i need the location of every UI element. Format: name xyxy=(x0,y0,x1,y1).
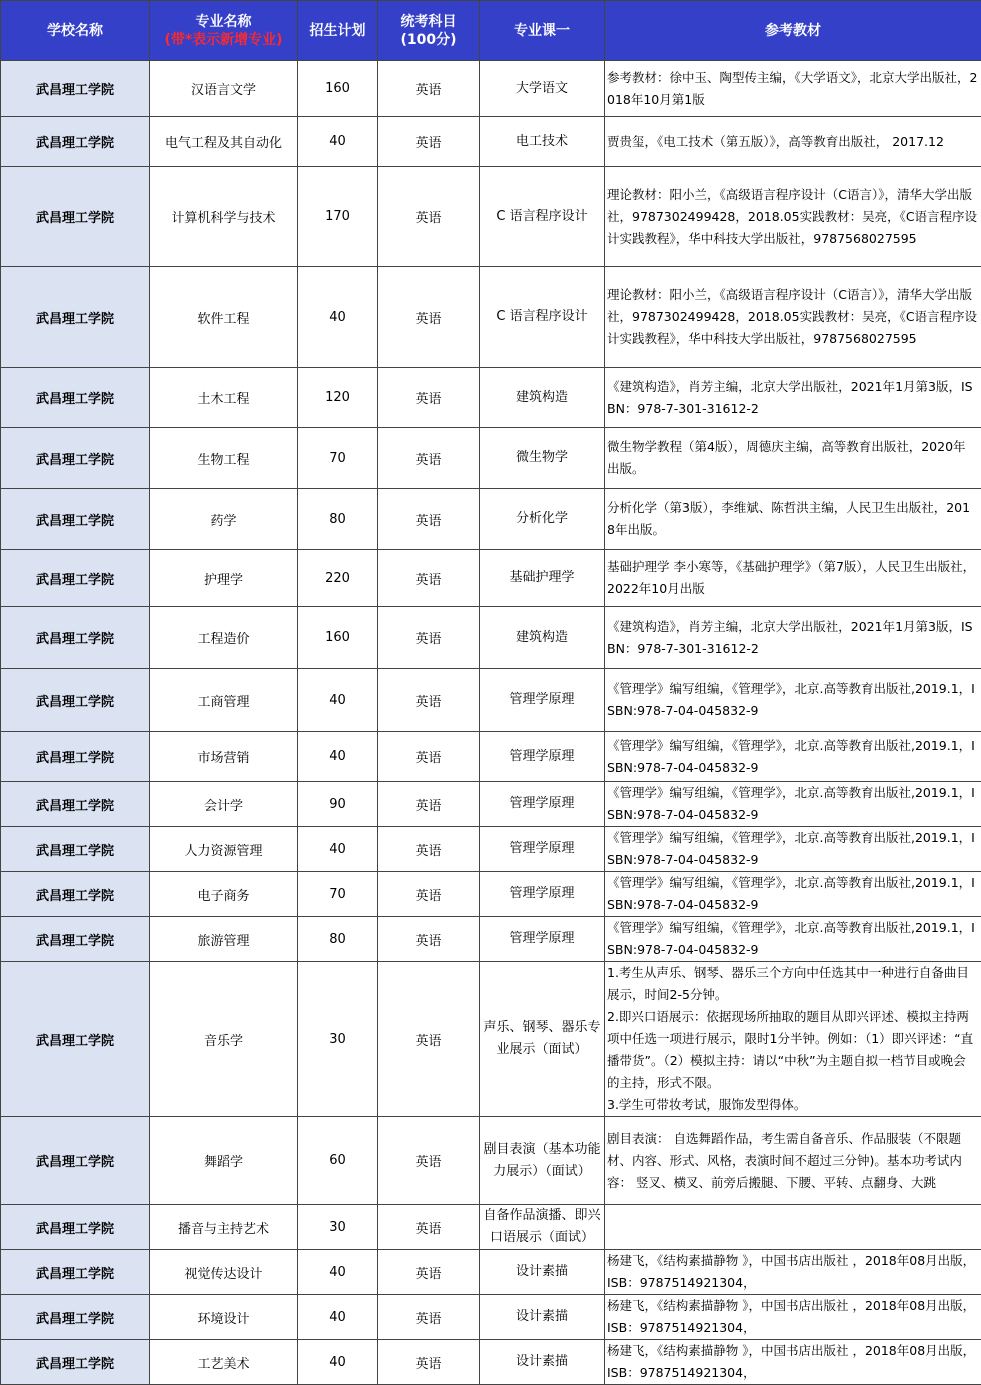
header-book: 参考教材 xyxy=(605,1,981,61)
school-cell: 武昌理工学院 xyxy=(1,1295,150,1340)
plan-cell: 30 xyxy=(298,1205,378,1250)
major-cell: 生物工程 xyxy=(150,428,298,489)
course-cell: 建筑构造 xyxy=(480,368,605,428)
textbook-cell: 杨建飞，《结构素描静物 》，中国书店出版社 ，2018年08月出版，ISB：9787514921304， xyxy=(605,1295,981,1340)
plan-cell: 80 xyxy=(298,489,378,550)
major-cell: 护理学 xyxy=(150,550,298,607)
textbook-cell: 微生物学教程（第4版），周德庆主编，高等教育出版社，2020年出版。 xyxy=(605,428,981,489)
subject-cell: 英语 xyxy=(378,489,480,550)
subject-cell: 英语 xyxy=(378,827,480,872)
subject-cell: 英语 xyxy=(378,428,480,489)
course-cell: 大学语文 xyxy=(480,61,605,117)
plan-cell: 220 xyxy=(298,550,378,607)
textbook-cell: 1.考生从声乐、钢琴、器乐三个方向中任选其中一种进行自备曲目展示，时间2-5分钟。 2.即兴口语展示：依据现场所抽取的题目从即兴评述、模拟主持两项中任选一项进行展示，限时1分半钟。例如：（1）即兴评述：“直播带货”。（2）模拟主持：请以“中秋”为主题自拟一档节目或晚会的主持，形式不限。 3.学生可带妆考试，服饰发型得体。 xyxy=(605,962,981,1117)
subject-cell: 英语 xyxy=(378,267,480,368)
header-major xyxy=(150,1,298,61)
textbook-cell: 《管理学》编写组编，《管理学》，北京.高等教育出版社,2019.1，ISBN:978-7-04-045832-9 xyxy=(605,782,981,827)
school-cell: 武昌理工学院 xyxy=(1,1340,150,1385)
course-cell: 剧目表演（基本功能力展示）（面试） xyxy=(480,1117,605,1205)
major-cell: 播音与主持艺术 xyxy=(150,1205,298,1250)
plan-cell: 70 xyxy=(298,872,378,917)
plan-cell: 160 xyxy=(298,607,378,669)
subject-cell: 英语 xyxy=(378,872,480,917)
table-row xyxy=(1,428,981,489)
major-cell: 环境设计 xyxy=(150,1295,298,1340)
header-row xyxy=(1,1,981,61)
textbook-cell: 《建筑构造》，肖芳主编，北京大学出版社，2021年1月第3版，ISBN：978-7-301-31612-2 xyxy=(605,607,981,669)
major-cell: 电子商务 xyxy=(150,872,298,917)
textbook-cell: 《管理学》编写组编，《管理学》，北京.高等教育出版社,2019.1，ISBN:978-7-04-045832-9 xyxy=(605,917,981,962)
table-row xyxy=(1,368,981,428)
table-row xyxy=(1,962,981,1117)
plan-cell: 40 xyxy=(298,117,378,167)
table-row xyxy=(1,917,981,962)
subject-cell: 英语 xyxy=(378,607,480,669)
school-cell: 武昌理工学院 xyxy=(1,917,150,962)
subject-cell: 英语 xyxy=(378,1117,480,1205)
textbook-cell: 《建筑构造》，肖芳主编，北京大学出版社，2021年1月第3版，ISBN：978-7-301-31612-2 xyxy=(605,368,981,428)
textbook-cell: 剧目表演： 自选舞蹈作品，考生需自备音乐、作品服装（不限题材、内容、形式、风格，表演时间不超过三分钟)。基本功考试内容： 竖叉、横叉、前旁后搬腿、下腰、平转、点翻身、大跳 xyxy=(605,1117,981,1205)
plan-cell: 60 xyxy=(298,1117,378,1205)
plan-cell: 120 xyxy=(298,368,378,428)
course-cell: 管理学原理 xyxy=(480,732,605,782)
plan-cell: 90 xyxy=(298,782,378,827)
school-cell: 武昌理工学院 xyxy=(1,782,150,827)
plan-cell: 40 xyxy=(298,1295,378,1340)
plan-cell: 30 xyxy=(298,962,378,1117)
course-cell: C 语言程序设计 xyxy=(480,267,605,368)
table-row xyxy=(1,607,981,669)
table-row xyxy=(1,732,981,782)
course-cell: 管理学原理 xyxy=(480,827,605,872)
school-cell: 武昌理工学院 xyxy=(1,117,150,167)
major-cell: 工程造价 xyxy=(150,607,298,669)
major-cell: 人力资源管理 xyxy=(150,827,298,872)
table-row xyxy=(1,1205,981,1250)
school-cell: 武昌理工学院 xyxy=(1,368,150,428)
course-cell: 管理学原理 xyxy=(480,872,605,917)
school-cell: 武昌理工学院 xyxy=(1,1117,150,1205)
subject-cell: 英语 xyxy=(378,61,480,117)
plan-cell: 40 xyxy=(298,827,378,872)
subject-cell: 英语 xyxy=(378,1295,480,1340)
school-cell: 武昌理工学院 xyxy=(1,489,150,550)
major-cell: 工商管理 xyxy=(150,669,298,732)
course-cell: 管理学原理 xyxy=(480,917,605,962)
textbook-cell: 理论教材：阳小兰，《高级语言程序设计（C语言）》，清华大学出版社，9787302499428，2018.05实践教材：吴亮，《C语言程序设计实践教程》，华中科技大学出版社，9787568027595 xyxy=(605,167,981,267)
table-row xyxy=(1,489,981,550)
textbook-cell: 杨建飞，《结构素描静物 》，中国书店出版社 ，2018年08月出版，ISB：9787514921304， xyxy=(605,1250,981,1295)
plan-cell: 40 xyxy=(298,1340,378,1385)
table-row xyxy=(1,872,981,917)
subject-cell: 英语 xyxy=(378,669,480,732)
major-cell: 舞蹈学 xyxy=(150,1117,298,1205)
major-cell: 视觉传达设计 xyxy=(150,1250,298,1295)
subject-cell: 英语 xyxy=(378,550,480,607)
subject-cell: 英语 xyxy=(378,782,480,827)
course-cell: 设计素描 xyxy=(480,1295,605,1340)
header-school: 学校名称 xyxy=(1,1,150,61)
table-row xyxy=(1,1117,981,1205)
subject-cell: 英语 xyxy=(378,1205,480,1250)
course-cell: 管理学原理 xyxy=(480,669,605,732)
subject-cell: 英语 xyxy=(378,167,480,267)
major-cell: 汉语言文学 xyxy=(150,61,298,117)
plan-cell: 40 xyxy=(298,1250,378,1295)
major-cell: 电气工程及其自动化 xyxy=(150,117,298,167)
course-cell: 管理学原理 xyxy=(480,782,605,827)
course-cell: 声乐、钢琴、器乐专业展示（面试） xyxy=(480,962,605,1117)
school-cell: 武昌理工学院 xyxy=(1,962,150,1117)
course-cell: 设计素描 xyxy=(480,1340,605,1385)
course-cell: 自备作品演播、即兴口语展示（面试） xyxy=(480,1205,605,1250)
major-cell: 药学 xyxy=(150,489,298,550)
plan-cell: 70 xyxy=(298,428,378,489)
subject-cell: 英语 xyxy=(378,732,480,782)
course-cell: 设计素描 xyxy=(480,1250,605,1295)
table-row xyxy=(1,167,981,267)
textbook-cell xyxy=(605,1205,981,1250)
school-cell: 武昌理工学院 xyxy=(1,428,150,489)
subject-cell: 英语 xyxy=(378,117,480,167)
school-cell: 武昌理工学院 xyxy=(1,732,150,782)
table-row xyxy=(1,1340,981,1385)
school-cell: 武昌理工学院 xyxy=(1,669,150,732)
textbook-cell: 参考教材：徐中玉、陶型传主编，《大学语文》，北京大学出版社，2018年10月第1版 xyxy=(605,61,981,117)
school-cell: 武昌理工学院 xyxy=(1,61,150,117)
plan-cell: 40 xyxy=(298,267,378,368)
school-cell: 武昌理工学院 xyxy=(1,267,150,368)
plan-cell: 40 xyxy=(298,669,378,732)
textbook-cell: 杨建飞，《结构素描静物 》，中国书店出版社 ，2018年08月出版，ISB：9787514921304， xyxy=(605,1340,981,1385)
header-plan: 招生计划 xyxy=(298,1,378,61)
major-cell: 音乐学 xyxy=(150,962,298,1117)
school-cell: 武昌理工学院 xyxy=(1,550,150,607)
school-cell: 武昌理工学院 xyxy=(1,1205,150,1250)
table-row xyxy=(1,1295,981,1340)
textbook-cell: 《管理学》编写组编，《管理学》，北京.高等教育出版社,2019.1，ISBN:978-7-04-045832-9 xyxy=(605,732,981,782)
school-cell: 武昌理工学院 xyxy=(1,827,150,872)
major-cell: 软件工程 xyxy=(150,267,298,368)
school-cell: 武昌理工学院 xyxy=(1,167,150,267)
major-cell: 旅游管理 xyxy=(150,917,298,962)
subject-cell: 英语 xyxy=(378,368,480,428)
header-major-label: 专业名称 xyxy=(150,13,297,31)
course-cell: 分析化学 xyxy=(480,489,605,550)
plan-cell: 170 xyxy=(298,167,378,267)
header-subject-line1: 统考科目 xyxy=(378,13,479,31)
subject-cell: 英语 xyxy=(378,1340,480,1385)
school-cell: 武昌理工学院 xyxy=(1,607,150,669)
school-cell: 武昌理工学院 xyxy=(1,1250,150,1295)
textbook-cell: 《管理学》编写组编，《管理学》，北京.高等教育出版社,2019.1，ISBN:978-7-04-045832-9 xyxy=(605,669,981,732)
table-row xyxy=(1,669,981,732)
table-row xyxy=(1,1250,981,1295)
header-major-note: (带*表示新增专业) xyxy=(150,31,297,49)
course-cell: C 语言程序设计 xyxy=(480,167,605,267)
table-row xyxy=(1,267,981,368)
course-cell: 基础护理学 xyxy=(480,550,605,607)
header-subject xyxy=(378,1,480,61)
textbook-cell: 基础护理学 李小寒等，《基础护理学》（第7版），人民卫生出版社，2022年10月出版 xyxy=(605,550,981,607)
textbook-cell: 贾贵玺，《电工技术（第五版）》，高等教育出版社， 2017.12 xyxy=(605,117,981,167)
header-subject-line2: (100分) xyxy=(378,31,479,49)
textbook-cell: 分析化学（第3版），李维斌、陈哲洪主编，人民卫生出版社，2018年出版。 xyxy=(605,489,981,550)
course-cell: 电工技术 xyxy=(480,117,605,167)
major-cell: 土木工程 xyxy=(150,368,298,428)
subject-cell: 英语 xyxy=(378,962,480,1117)
major-cell: 工艺美术 xyxy=(150,1340,298,1385)
major-cell: 计算机科学与技术 xyxy=(150,167,298,267)
header-course: 专业课一 xyxy=(480,1,605,61)
textbook-cell: 《管理学》编写组编，《管理学》，北京.高等教育出版社,2019.1，ISBN:978-7-04-045832-9 xyxy=(605,827,981,872)
subject-cell: 英语 xyxy=(378,917,480,962)
course-cell: 建筑构造 xyxy=(480,607,605,669)
school-cell: 武昌理工学院 xyxy=(1,872,150,917)
textbook-cell: 《管理学》编写组编，《管理学》，北京.高等教育出版社,2019.1，ISBN:978-7-04-045832-9 xyxy=(605,872,981,917)
table-row xyxy=(1,827,981,872)
subject-cell: 英语 xyxy=(378,1250,480,1295)
plan-cell: 80 xyxy=(298,917,378,962)
textbook-cell: 理论教材：阳小兰，《高级语言程序设计（C语言）》，清华大学出版社，9787302499428，2018.05实践教材：吴亮，《C语言程序设计实践教程》，华中科技大学出版社，9787568027595 xyxy=(605,267,981,368)
major-cell: 市场营销 xyxy=(150,732,298,782)
table-row xyxy=(1,782,981,827)
major-cell: 会计学 xyxy=(150,782,298,827)
plan-cell: 40 xyxy=(298,732,378,782)
table-row xyxy=(1,61,981,117)
table-row xyxy=(1,117,981,167)
table-row xyxy=(1,550,981,607)
plan-cell: 160 xyxy=(298,61,378,117)
course-cell: 微生物学 xyxy=(480,428,605,489)
